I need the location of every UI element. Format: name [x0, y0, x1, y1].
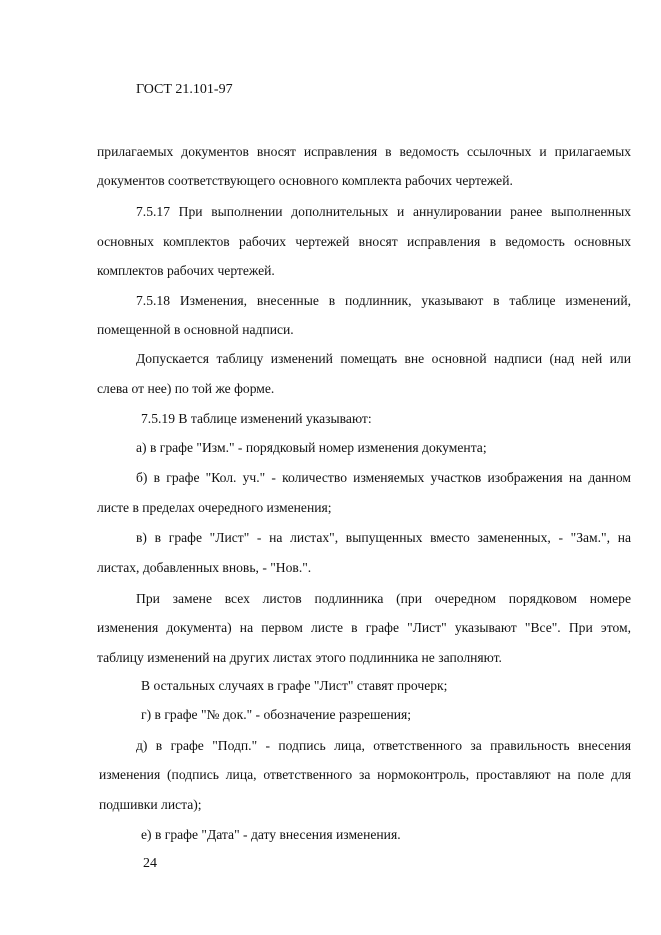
text-line: в) в графе "Лист" - на листах", выпущенных вместо замененных, - "Зам.", на [136, 530, 631, 545]
text-line: листах, добавленных вновь, - "Нов.". [97, 560, 312, 575]
text-line: 7.5.18 Изменения, внесенные в подлинник, указывают в таблице изменений, [136, 293, 631, 308]
document-code-header: ГОСТ 21.101-97 [136, 82, 233, 97]
text-line: г) в графе "№ док." - обозначение разрешения; [141, 707, 412, 722]
text-line: изменения документа) на первом листе в графе "Лист" указывают "Все". При этом, [97, 620, 631, 635]
text-line: прилагаемых документов вносят исправления в ведомость ссылочных и прилагаемых [97, 144, 631, 159]
text-line: 7.5.17 При выполнении дополнительных и аннулировании ранее выполненных [136, 204, 631, 219]
text-line: слева от нее) по той же форме. [97, 381, 275, 396]
text-line: помещенной в основной надписи. [97, 322, 294, 337]
text-line: В остальных случаях в графе "Лист" ставят прочерк; [141, 678, 448, 693]
text-line: При замене всех листов подлинника (при очередном порядковом номере [136, 591, 631, 606]
text-line: документов соответствующего основного комплекта рабочих чертежей. [97, 173, 513, 188]
text-line: б) в графе "Кол. уч." - количество изменяемых участков изображения на данном [136, 470, 631, 485]
text-line: а) в графе "Изм." - порядковый номер изменения документа; [136, 440, 487, 455]
text-line: изменения (подпись лица, ответственного за нормоконтроль, проставляют на поле для [99, 767, 631, 782]
text-line: 7.5.19 В таблице изменений указывают: [141, 411, 372, 426]
page-number: 24 [143, 856, 157, 871]
text-line: основных комплектов рабочих чертежей вносят исправления в ведомость основных [97, 234, 631, 249]
text-line: комплектов рабочих чертежей. [97, 263, 275, 278]
text-line: подшивки листа); [99, 797, 202, 812]
text-line: таблицу изменений на других листах этого подлинника не заполняют. [97, 650, 502, 665]
text-line: Допускается таблицу изменений помещать вне основной надписи (над ней или [136, 351, 631, 366]
text-line: е) в графе "Дата" - дату внесения изменения. [141, 827, 401, 842]
text-line: д) в графе "Подп." - подпись лица, ответственного за правильность внесения [136, 738, 631, 753]
text-line: листе в пределах очередного изменения; [97, 500, 332, 515]
